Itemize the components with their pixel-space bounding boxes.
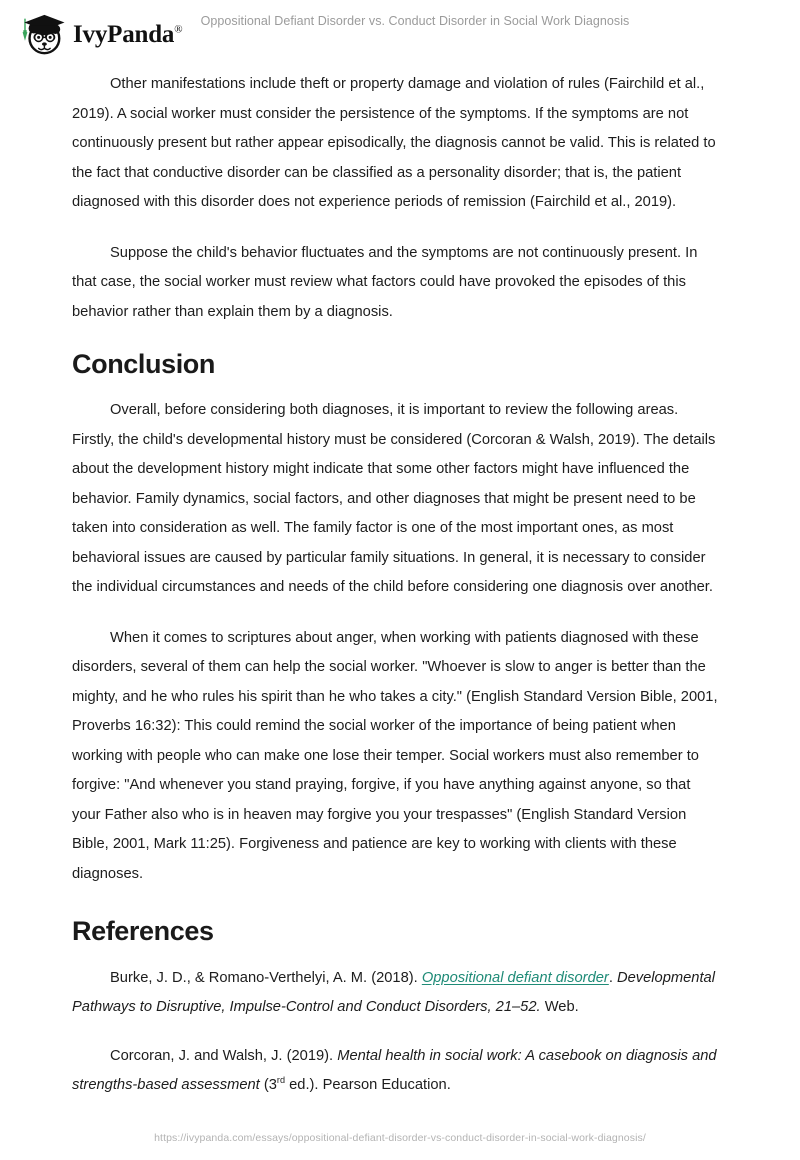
page-header	[0, 0, 800, 62]
paragraph: Suppose the child's behavior fluctuates and the symptoms are not continuously present. In that case, the social worker must review what factors could have provoked the episodes of this behavior rather than explain them by a diagnosis.	[72, 244, 698, 320]
reference-punctuation: .	[608, 969, 617, 986]
reference-ordinal: rd	[276, 1075, 286, 1086]
reference-suffix: Web.	[540, 999, 579, 1016]
paragraph: When it comes to scriptures about anger, when working with patients diagnosed with these disorders, several of them can help the social worker. "Whoever is slow to anger is better than the mighty, and he who rules his spirit than he who takes a city." (English Standard Version Bible, 2001, Proverbs 16:32): This could remind the social worker of the importance of being patient when working with people who can make one lose their temper. Social workers must also remember to forgive: "And whenever you stand praying, forgive, if you have anything against anyone, so that your Father also who is in heaven may forgive you your trespasses" (English Standard Version Bible, 2001, Mark 11:25). Forgiveness and patience are key to working with clients with these diagnoses.	[72, 629, 718, 882]
reference-source: Developmental Pathways to Disruptive, Impulse-Control and Conduct Disorders, 21–52.	[72, 969, 715, 1016]
document-content	[72, 70, 723, 1120]
section-heading-references: References	[72, 916, 214, 947]
registered-mark: ®	[174, 23, 183, 36]
paragraph: Other manifestations include theft or property damage and violation of rules (Fairchild et al., 2019). A social worker must consider the persistence of the symptoms. If the symptoms are not continuously present but rather appear episodically, the diagnosis cannot be valid. This is related to the fact that conductive disorder can be classified as a personality disorder; that is, the patient diagnosed with this disorder does not experience periods of remission (Fairchild et al., 2019).	[72, 76, 716, 210]
document-header-title: Oppositional Defiant Disorder vs. Conduct Disorder in Social Work Diagnosis	[200, 14, 630, 28]
paragraph: Overall, before considering both diagnoses, it is important to review the following areas. Firstly, the child's developmental history must be considered (Corcoran & Walsh, 2019). The details about the development history might indicate that some other factors might have influenced the behavior. Family dynamics, social factors, and other diagnoses that might be present need to be taken into consideration as well. The family factor is one of the most important ones, as most behavioral issues are caused by particular family situations. In general, it is necessary to consider the individual circumstances and needs of the child before considering one diagnosis over another.	[72, 402, 716, 596]
section-heading-conclusion: Conclusion	[72, 349, 215, 379]
reference-entry	[72, 1042, 723, 1101]
reference-source: Mental health in social work: A casebook on diagnosis and strengths-based assessment	[72, 1047, 717, 1094]
brand-name: IvyPanda®	[73, 20, 183, 48]
page-footer	[0, 1128, 800, 1146]
footer-url: https://ivypanda.com/essays/oppositional-defiant-disorder-vs-conduct-disorder-in-social-work-diagnosis/	[154, 1132, 646, 1144]
reference-publisher: Pearson Education.	[322, 1077, 451, 1094]
reference-link[interactable]: Oppositional defiant disorder	[421, 969, 609, 986]
reference-entry	[72, 964, 723, 1023]
reference-edition-open: (3	[259, 1077, 277, 1094]
reference-authors: Corcoran, J. and Walsh, J. (2019).	[110, 1047, 338, 1064]
reference-edition-close: ed.).	[285, 1077, 323, 1094]
reference-authors: Burke, J. D., & Romano-Verthelyi, A. M. (2018).	[110, 969, 422, 986]
